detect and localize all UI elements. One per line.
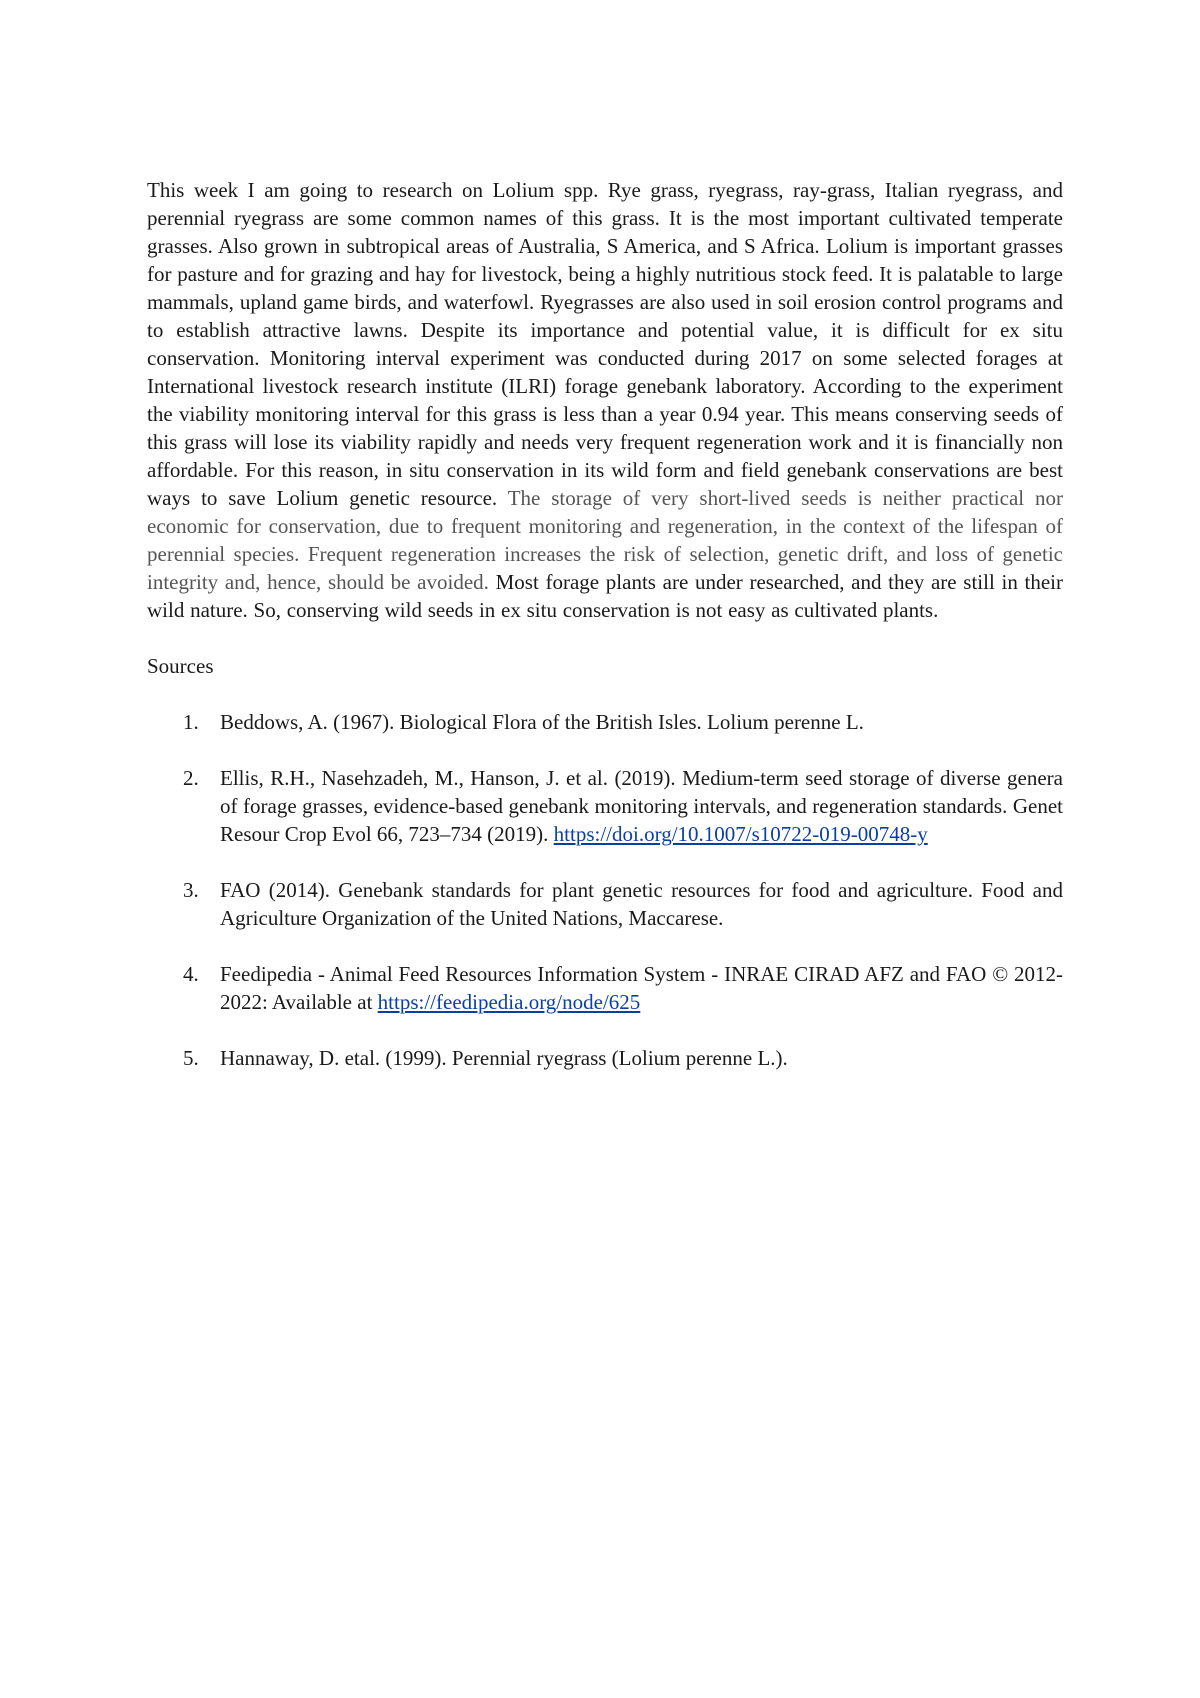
paragraph-part-3: Most forage plants are under researched, and they are still in their wild nature. So, conserving wild seeds in ex situ conservation is not easy as cultivated plants. [147, 570, 1064, 622]
reference-number: 5. [183, 1046, 199, 1070]
reference-item-3 [147, 876, 1063, 932]
reference-number: 3. [183, 878, 199, 902]
reference-item-1 [147, 708, 1063, 736]
feedipedia-link[interactable]: https://feedipedia.org/node/625 [377, 990, 641, 1014]
paragraph-part-1: This week I am going to research on Lolium spp. Rye grass, ryegrass, ray-grass, Italian ryegrass, and perennial ryegrass are some common names of this grass. It is the most important cultivated temperate grasses. Also grown in subtropical areas of Australia, S America, and S Africa. Lolium is important grasses for pasture and for grazing and hay for livestock, being a highly nutritious stock feed. It is palatable to large mammals, upland game birds, and waterfowl. Ryegrasses are also used in soil erosion control programs and to establish attractive lawns. Despite its importance and potential value, it is difficult for ex situ conservation. Monitoring interval experiment was conducted during 2017 on some selected forages at International livestock research institute (ILRI) forage genebank laboratory. According to the experiment the viability monitoring interval for this grass is less than a year 0.94 year. This means conserving seeds of this grass will lose its viability rapidly and needs very frequent regeneration work and it is financially non affordable. For this reason, in situ conservation in its wild form and field genebank conservations are best ways to save Lolium genetic resource. [147, 178, 1063, 510]
doi-link[interactable]: https://doi.org/10.1007/s10722-019-00748-y [553, 822, 928, 846]
reference-number: 4. [183, 962, 199, 986]
reference-text: Beddows, A. (1967). Biological Flora of the British Isles. Lolium perenne L. [220, 710, 864, 734]
reference-item-2 [147, 764, 1063, 848]
reference-text: Feedipedia - Animal Feed Resources Information System - INRAE CIRAD AFZ and FAO © 2012-2022: Available at [220, 962, 1063, 1014]
paragraph-part-2: The storage of very short-lived seeds is neither practical nor economic for conservation, due to frequent monitoring and regeneration, in the context of the lifespan of perennial species. Frequent regeneration increases the risk of selection, genetic drift, and loss of genetic integrity and, hence, should be avoided. [147, 486, 1063, 594]
reference-text: Hannaway, D. etal. (1999). Perennial ryegrass (Lolium perenne L.). [220, 1046, 788, 1070]
body-paragraph [147, 176, 1063, 624]
reference-text: FAO (2014). Genebank standards for plant genetic resources for food and agriculture. Food and Agriculture Organization of the United Nations, Maccarese. [220, 878, 1063, 930]
reference-item-4 [147, 960, 1063, 1016]
reference-text: Ellis, R.H., Nasehzadeh, M., Hanson, J. et al. (2019). Medium-term seed storage of diverse genera of forage grasses, evidence-based genebank monitoring intervals, and regeneration standards. Genet Resour Crop Evol 66, 723–734 (2019). [220, 766, 1063, 846]
reference-item-5 [147, 1044, 1063, 1072]
reference-list [147, 708, 1063, 1072]
document-page [147, 176, 1063, 1100]
reference-number: 2. [183, 766, 199, 790]
sources-heading: Sources [147, 654, 214, 678]
reference-number: 1. [183, 710, 199, 734]
